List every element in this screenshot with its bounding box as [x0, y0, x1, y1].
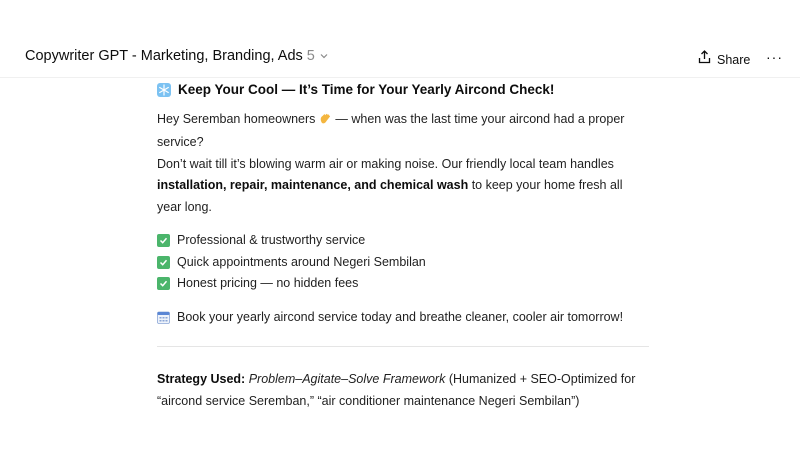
- body-text-b: to keep your home fresh all year long.: [157, 178, 623, 214]
- list-item: [157, 252, 649, 274]
- headline: [157, 79, 649, 101]
- share-label: Share: [717, 52, 751, 67]
- strategy-details: (Humanized + SEO-Optimized for “aircond service Seremban,” “air conditioner maintenance Negeri Sembilan”): [157, 372, 636, 408]
- list-item-text: Professional & trustworthy service: [177, 233, 366, 247]
- list-item-text: Honest pricing — no hidden fees: [177, 276, 359, 290]
- headline-text: Keep Your Cool — It’s Time for Your Yearly Aircond Check!: [178, 82, 555, 97]
- assistant-message: [157, 79, 649, 412]
- intro-text-b: — when was the last time your aircond had a proper service?: [157, 111, 625, 149]
- list-item: [157, 230, 649, 252]
- gpt-version: 5: [306, 48, 315, 64]
- call-to-action: [157, 307, 649, 329]
- checklist: [157, 230, 649, 295]
- gpt-title: Copywriter GPT - Marketing, Branding, Ads: [25, 48, 303, 64]
- body-text-a: Don’t wait till it’s blowing warm air or making noise. Our friendly local team handles: [157, 156, 614, 171]
- divider: [157, 346, 649, 347]
- strategy-framework: Problem–Agitate–Solve Framework: [248, 372, 446, 386]
- more-options-button[interactable]: ···: [766, 49, 783, 65]
- snowflake-icon: [157, 83, 171, 97]
- share-icon: [698, 50, 711, 69]
- list-item-text: Quick appointments around Negeri Sembilan: [177, 254, 426, 269]
- strategy-note: [157, 369, 649, 412]
- services-bold: installation, repair, maintenance, and chemical wash: [157, 178, 469, 192]
- check-mark-button-icon: [157, 234, 170, 247]
- top-bar: [0, 0, 800, 78]
- waving-hand-icon: [319, 111, 332, 133]
- share-button[interactable]: [698, 50, 750, 69]
- model-selector[interactable]: [25, 48, 329, 64]
- check-mark-button-icon: [157, 277, 170, 290]
- calendar-icon: [157, 311, 170, 324]
- intro-paragraph: [157, 109, 649, 219]
- chevron-down-icon: [319, 51, 329, 61]
- intro-text-a: Hey Seremban homeowners: [157, 111, 316, 126]
- strategy-label: Strategy Used:: [157, 372, 246, 386]
- cta-text: Book your yearly aircond service today and breathe cleaner, cooler air tomorrow!: [177, 309, 624, 324]
- check-mark-button-icon: [157, 256, 170, 269]
- list-item: [157, 273, 649, 295]
